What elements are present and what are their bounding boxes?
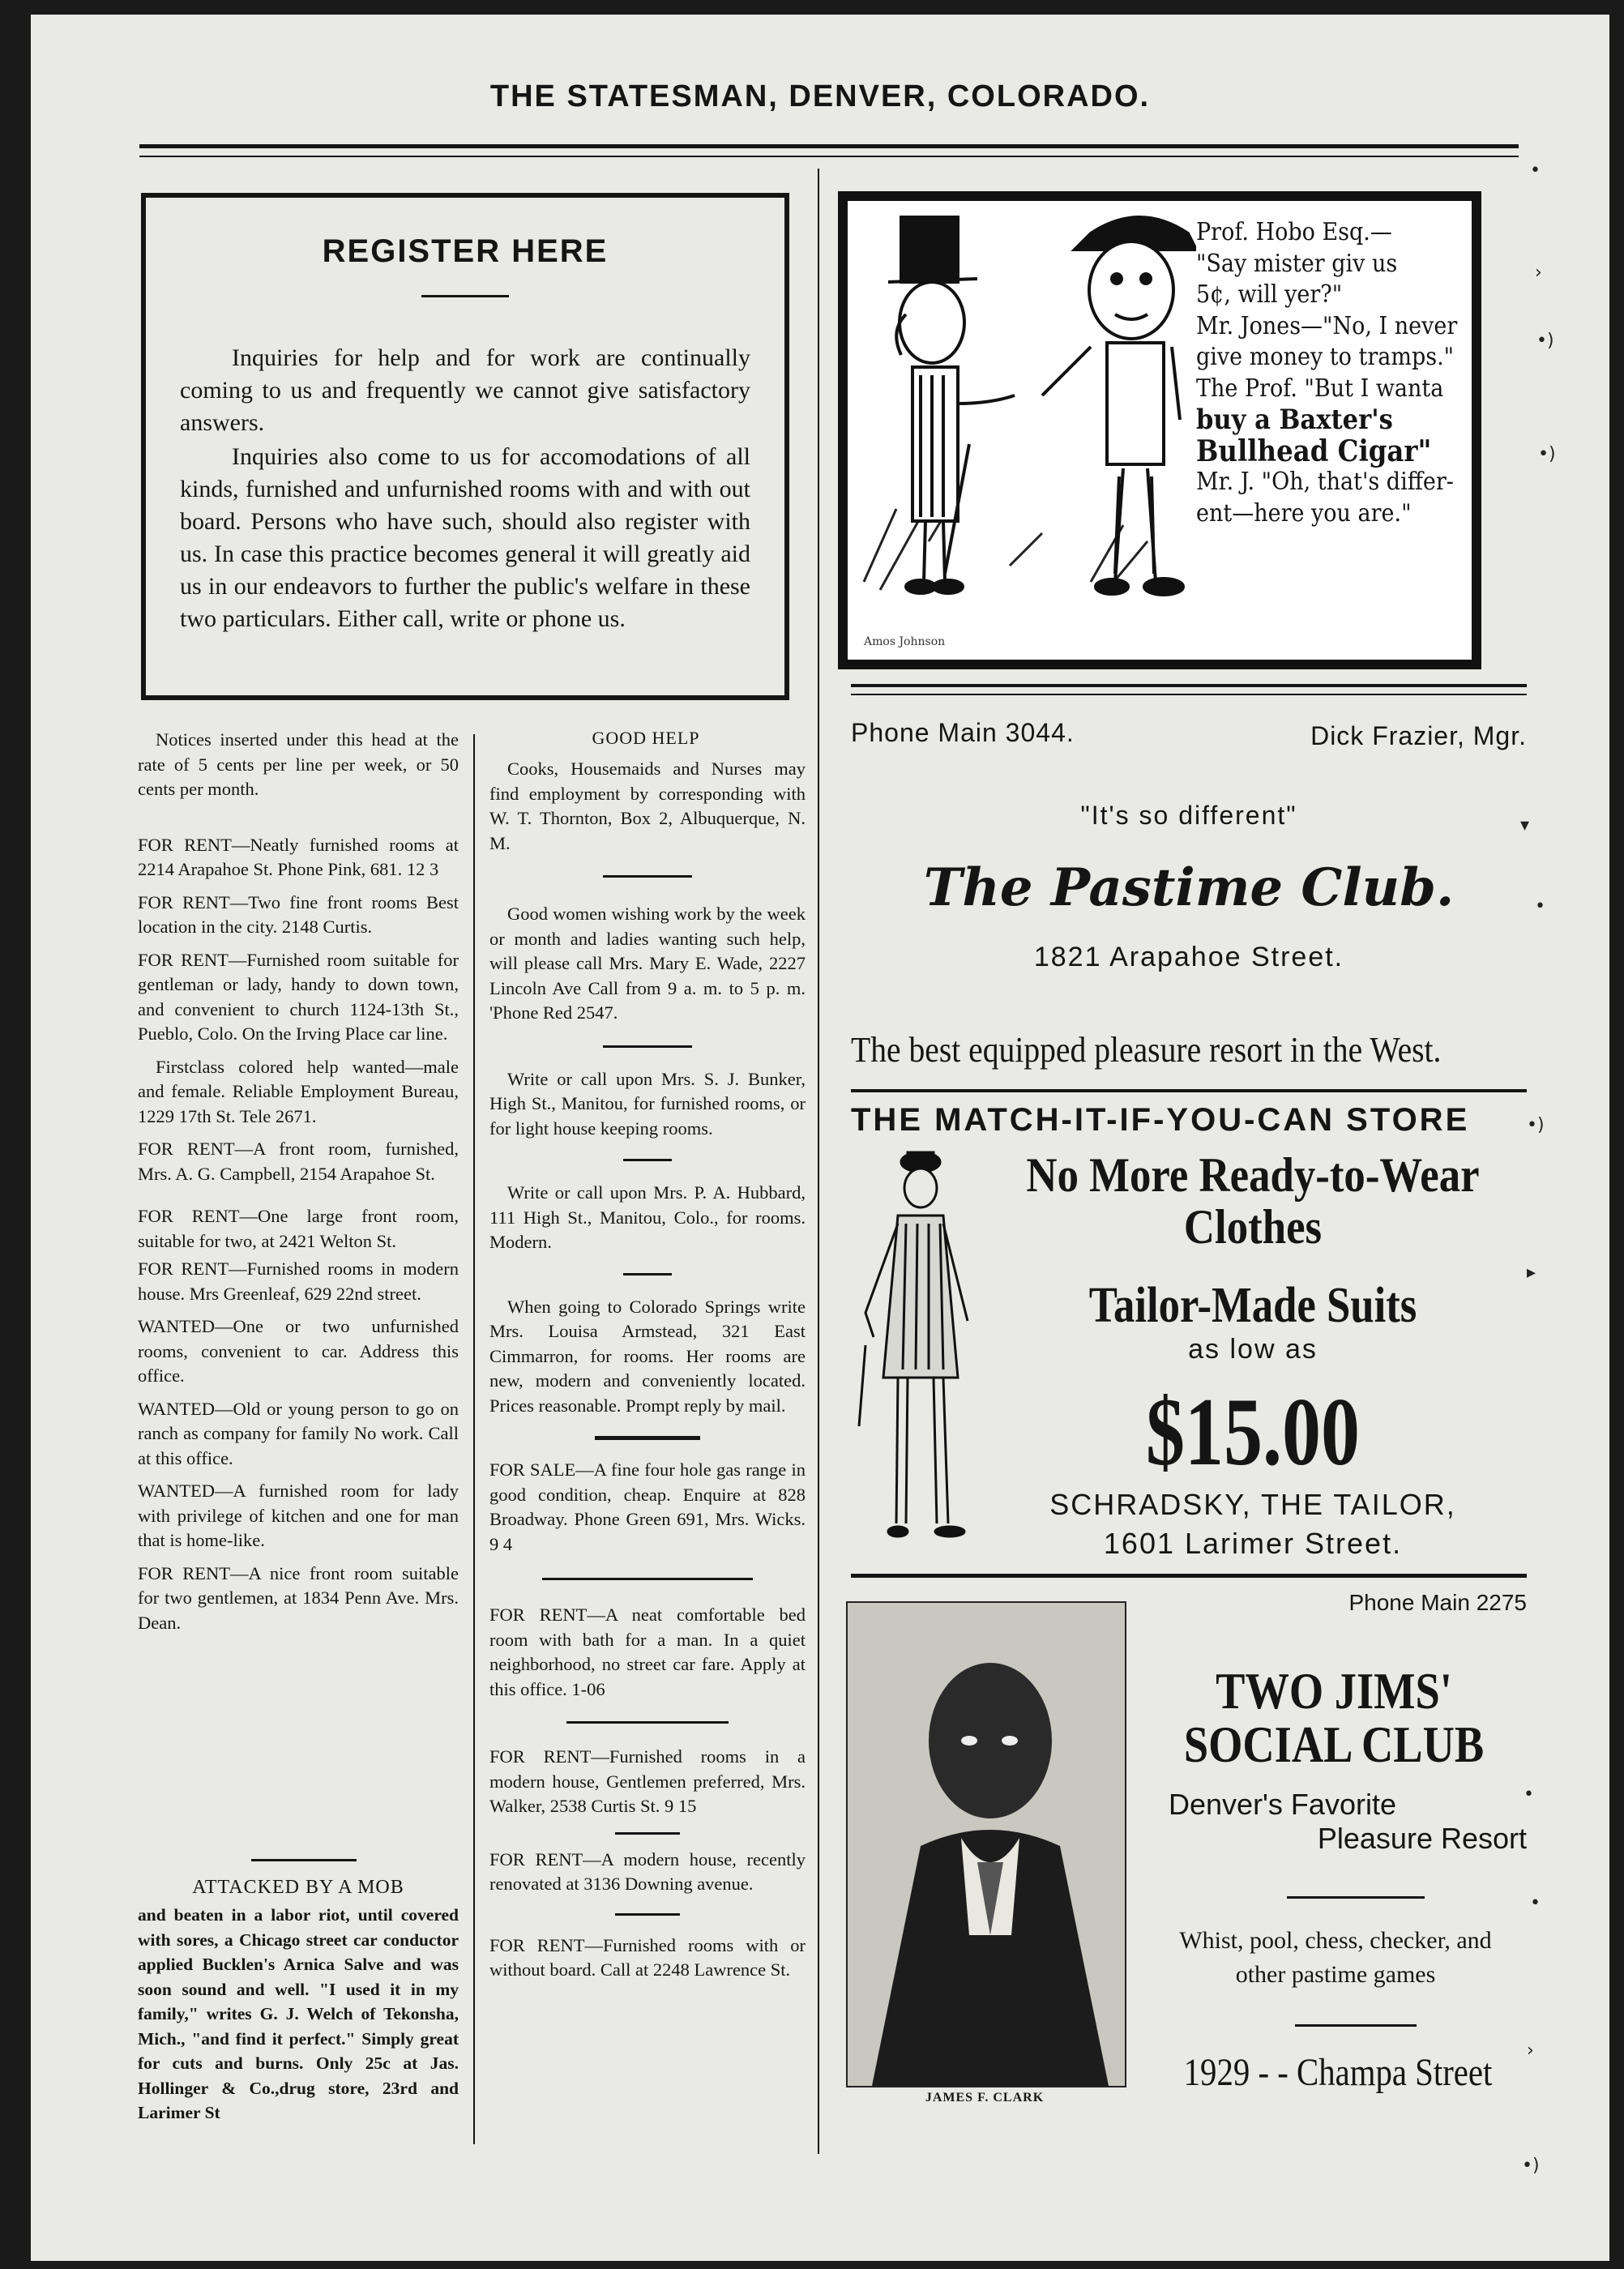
gentleman-illustration <box>849 1151 979 1556</box>
notice-separator <box>623 1273 672 1276</box>
tailor-line-2: Clothes <box>1183 1200 1323 1254</box>
binding-mark: • <box>1530 1893 1541 1913</box>
column-divider-main <box>818 169 819 2154</box>
portrait-photo <box>846 1601 1126 2087</box>
list-item: FOR RENT—A front room, furnished, Mrs. A. G. Campbell, 2154 Arapahoe St. <box>138 1139 459 1184</box>
binding-mark: ▸ <box>1527 1263 1536 1283</box>
cartoon-dialogue <box>1196 217 1458 529</box>
list-item: FOR RENT—One large front room, suitable for two, at 2421 Welton St. <box>138 1206 459 1251</box>
newspaper-page <box>31 15 1609 2261</box>
cartoon-line: give money to tramps." <box>1196 343 1455 371</box>
list-item: Good women wishing work by the week or month and ladies wanting such help, will please call Mrs. Mary E. Wade, 2227 Lincoln Ave Call from 9 a. m. to 5 p. m. 'Phone Red 2547. <box>489 904 806 1023</box>
mob-title: ATTACKED BY A MOB <box>192 1877 404 1898</box>
list-item: FOR RENT—A neat comfortable bed room with bath for a man. In a quiet neighborhood, no street car fare. Apply at this office. 1-06 <box>489 1605 806 1699</box>
tailor-name: SCHRADSKY, THE TAILOR, <box>1049 1488 1456 1521</box>
twojims-games: Whist, pool, chess, checker, and other pastime games <box>1179 1927 1492 1988</box>
cartoon-line: buy a Baxter's <box>1196 404 1393 436</box>
ad-rule <box>851 694 1527 695</box>
column-divider-notices <box>473 734 475 2144</box>
good-help-title: GOOD HELP <box>592 728 700 748</box>
binding-mark: ▾ <box>1520 815 1530 835</box>
ad-rule <box>851 1089 1527 1092</box>
binding-mark: •) <box>1527 1115 1545 1135</box>
twojims-phone: Phone Main 2275 <box>1348 1590 1527 1615</box>
list-item: FOR RENT—Furnished rooms in a modern house, Gentlemen preferred, Mrs. Walker, 2538 Curtis St. 9 15 <box>489 1746 806 1816</box>
binding-mark: › <box>1527 2040 1534 2061</box>
notice-separator <box>542 1578 753 1580</box>
register-title-rule <box>421 295 509 297</box>
binding-mark: • <box>1535 896 1545 917</box>
list-item: FOR RENT—A nice front room suitable for two gentlemen, at 1834 Penn Ave. Mrs. Dean. <box>138 1562 459 1633</box>
list-item: FOR RENT—Two fine front rooms Best location in the city. 2148 Curtis. <box>138 891 459 937</box>
binding-mark: • <box>1524 1784 1534 1805</box>
twojims-rule <box>1295 2024 1417 2027</box>
twojims-name-1: TWO JIMS' <box>1216 1662 1452 1720</box>
list-item: FOR RENT—Furnished rooms in modern house. Mrs Greenleaf, 629 22nd street. <box>138 1258 459 1304</box>
ad-rule <box>851 684 1527 687</box>
twojims-sub-1: Denver's Favorite <box>1169 1788 1396 1821</box>
notice-separator <box>566 1721 729 1724</box>
binding-mark: • <box>1530 160 1541 181</box>
list-item: WANTED—A furnished room for lady with privilege of kitchen and one for man that is home-like. <box>138 1481 459 1550</box>
pastime-tagline: "It's so different" <box>1080 801 1297 830</box>
binding-mark: •) <box>1538 444 1556 464</box>
cartoon-line: Bullhead Cigar" <box>1196 434 1432 468</box>
tailor-line-1: No More Ready-to-Wear <box>1026 1148 1480 1202</box>
masthead: THE STATESMAN, DENVER, COLORADO. <box>489 79 1151 113</box>
notice-separator <box>603 875 692 878</box>
ground-hatching <box>864 501 1147 590</box>
list-item: FOR SALE—A fine four hole gas range in good condition, cheap. Enquire at 828 Broadway. Phone Green 691, Mrs. Wicks. 9 4 <box>489 1459 806 1554</box>
twojims-rule <box>1287 1896 1425 1899</box>
hobo-figure <box>1042 217 1196 595</box>
list-item: FOR RENT—Furnished room suitable for gentleman or lady, handy to down town, and convenient to church 1124-13th St., Pueblo, Colo. On the Irving Place car line. <box>138 949 459 1044</box>
list-item: Write or call upon Mrs. S. J. Bunker, High St., Manitou, for furnished rooms, or for light house keeping rooms. <box>489 1068 806 1139</box>
register-title: REGISTER HERE <box>322 233 609 269</box>
list-item: Firstclass colored help wanted—male and female. Reliable Employment Bureau, 1229 17th St. Tele 2671. <box>138 1056 459 1126</box>
pastime-name: The Pastime Club. <box>923 857 1455 918</box>
pastime-manager: Dick Frazier, Mgr. <box>1310 721 1527 750</box>
register-paragraph-1: Inquiries for help and for work are continually coming to us and frequently we cannot give satisfactory answers. <box>180 344 750 436</box>
notice-separator <box>603 1045 692 1048</box>
list-item: Cooks, Housemaids and Nurses may find employment by corresponding with W. T. Thornton, Box 2, Albuquerque, N. M. <box>489 758 806 853</box>
portrait-caption: JAMES F. CLARK <box>925 2091 1045 2104</box>
list-item: Write or call upon Mrs. P. A. Hubbard, 111 High St., Manitou, Colo., for rooms. Modern. <box>489 1182 806 1252</box>
register-paragraph-2: Inquiries also come to us for accomodations of all kinds, furnished and unfurnished rooms with and with out board. Persons who have such, should also register with us. In case this practice becomes general it will greatly aid us in our endeavors to further the public's welfare in these two particulars. Either call, write or phone us. <box>180 443 750 632</box>
pastime-slogan: The best equipped pleasure resort in the West. <box>851 1030 1442 1070</box>
list-item: FOR RENT—Furnished rooms with or without board. Call at 2248 Lawrence St. <box>489 1934 806 1980</box>
pastime-address: 1821 Arapahoe Street. <box>1033 942 1344 972</box>
cartoon-line: ent—here you are." <box>1196 498 1412 528</box>
cartoon-signature: Amos Johnson <box>864 635 946 648</box>
list-item: When going to Colorado Springs write Mrs. Louisa Armstead, 321 East Cimmarron, for rooms. Her rooms are new, modern and conveniently located. Prices reasonable. Prompt reply by mail. <box>489 1296 806 1416</box>
notices-rates: Notices inserted under this head at the rate of 5 cents per line per week, or 50 cents per month. <box>138 729 459 799</box>
cartoon-line: Prof. Hobo Esq.— <box>1196 218 1392 246</box>
masthead-rule-top <box>139 144 1519 148</box>
binding-mark: › <box>1535 263 1542 283</box>
mr-jones-figure <box>888 217 1015 593</box>
list-item: FOR RENT—A modern house, recently renovated at 3136 Downing avenue. <box>489 1848 806 1894</box>
tailor-line-3: Tailor-Made Suits <box>1088 1278 1417 1333</box>
list-item: FOR RENT—Neatly furnished rooms at 2214 Arapahoe St. Phone Pink, 681. 12 3 <box>138 834 459 879</box>
portrait-head <box>929 1663 1052 1818</box>
masthead-rule-bottom <box>139 156 1519 157</box>
notice-separator <box>615 1832 680 1835</box>
binding-mark: •) <box>1522 2156 1540 2176</box>
cartoon-line: Mr. Jones—"No, I never <box>1196 311 1458 340</box>
twojims-address: 1929 - - Champa Street <box>1183 2051 1493 2094</box>
notice-separator <box>623 1159 672 1161</box>
cartoon-line: The Prof. "But I wanta <box>1196 374 1444 403</box>
notice-separator <box>595 1436 700 1440</box>
twojims-name-2: SOCIAL CLUB <box>1183 1716 1485 1773</box>
list-item: WANTED—Old or young person to go on ranch as company for family No work. Call at this office. <box>138 1398 459 1468</box>
cartoon-line: "Say mister giv us <box>1196 249 1398 278</box>
list-item: WANTED—One or two unfurnished rooms, convenient to car. Address this office. <box>138 1316 459 1386</box>
notice-separator <box>251 1859 357 1861</box>
cartoon-illustration <box>848 201 1196 660</box>
register-box <box>141 193 789 700</box>
twojims-sub-2: Pleasure Resort <box>1317 1822 1527 1855</box>
tailor-address: 1601 Larimer Street. <box>1103 1527 1403 1560</box>
ad-rule <box>851 1574 1527 1578</box>
binding-mark: •) <box>1536 331 1554 351</box>
tailor-header: THE MATCH-IT-IF-YOU-CAN STORE <box>851 1102 1470 1138</box>
pastime-phone: Phone Main 3044. <box>851 718 1075 747</box>
tailor-line-4: as low as <box>1188 1334 1318 1365</box>
tailor-price: $15.00 <box>1146 1378 1360 1485</box>
cigar-cartoon-ad <box>838 191 1481 669</box>
cartoon-line: 5¢, will yer?" <box>1196 280 1343 309</box>
notice-separator <box>615 1913 680 1916</box>
mob-text: and beaten in a labor riot, until covered with sores, a Chicago street car conductor applied Bucklen's Arnica Salve and was soon sound and well. "I used it in my family," writes G. J. Welch of Tekonsha, Mich., "and find it perfect." Simply great for cuts and burns. Only 25c at Jas. Hollinger & Co.,drug store, 23rd and Larimer St <box>138 1905 459 2122</box>
cartoon-line: Mr. J. "Oh, that's differ- <box>1196 468 1454 496</box>
notices-left-column <box>138 728 459 1635</box>
notices-mid-column <box>489 757 806 1983</box>
